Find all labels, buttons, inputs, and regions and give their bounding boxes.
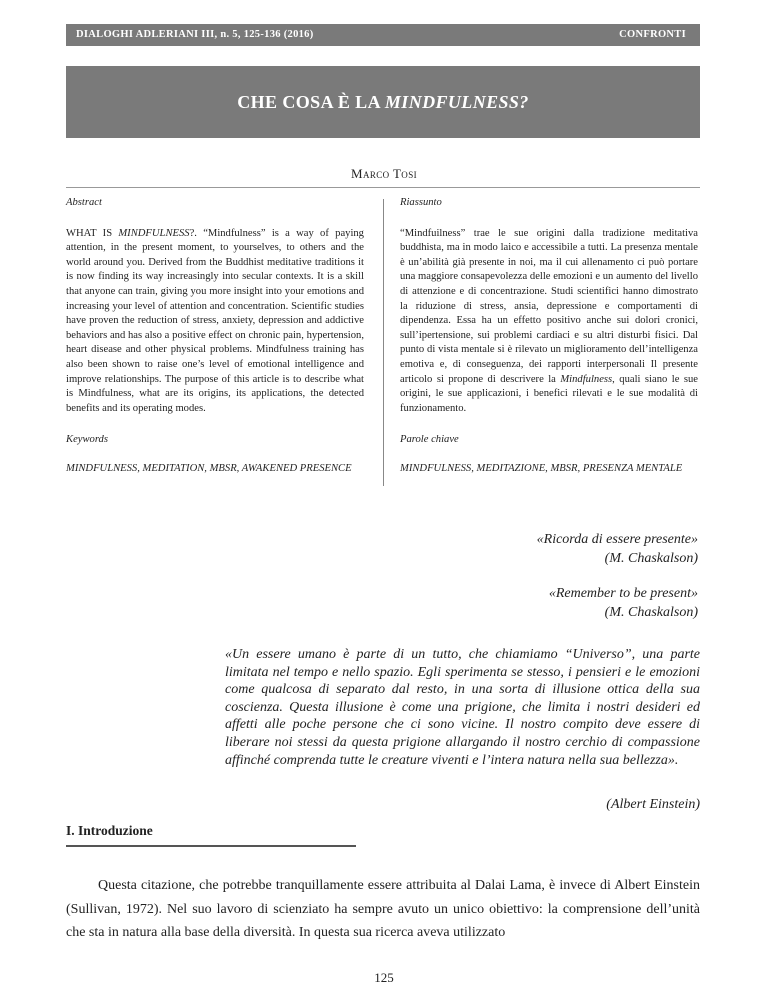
- section-category: CONFRONTI: [619, 29, 686, 40]
- journal-citation: DIALOGHI ADLERIANI III, n. 5, 125-136 (2016): [76, 29, 314, 40]
- abstract-text-prefix: WHAT IS: [66, 227, 119, 239]
- article-title: [237, 92, 528, 113]
- article-title-prefix: CHE COSA È LA: [237, 91, 385, 112]
- riassunto-column: [400, 196, 698, 474]
- epigraph-italian-text: «Ricorda di essere presente»: [536, 532, 698, 547]
- body-paragraph: Questa citazione, che potrebbe tranquillamente essere attribuita al Dalai Lama, è invece di Albert Einstein (Sullivan, 1972). Nel suo lavoro di scienziato ha sempre avuto un unico obiettivo: la comprensione dell’unità che sta in natura alla base della diversità. In questa sua ricerca aveva utilizzato: [66, 878, 700, 940]
- parole-chiave-text: MINDFULNESS, MEDITAZIONE, MBSR, PRESENZA MENTALE: [400, 463, 683, 474]
- abstract-column: [66, 196, 364, 474]
- article-title-box: [66, 66, 700, 138]
- column-divider: [383, 199, 384, 486]
- epigraph-english-text: «Remember to be present»: [548, 586, 698, 601]
- epigraph-english-attribution: (M. Chaskalson): [604, 604, 698, 620]
- keywords-text: MINDFULNESS, MEDITATION, MBSR, AWAKENED PRESENCE: [66, 463, 352, 474]
- abstract-text: [66, 227, 364, 417]
- riassunto-text-part1: “Mindfuilness” trae le sue origini dalla tradizione meditativa buddhista, ma in modo laico e accessibile a tutti. La presenza mentale è un’abilità già presente in noi, ma il cui allenamento ci può portare una maggiore consapevolezza delle emozioni e un aumento del livello di attenzione e di concentrazione. Studi scientifici hanno dimostrato la riduzione di stress, ansia, depressione e comportamenti di dipendenza. Essa ha un effetto positivo anche sui dolori cronici, sull’ipertensione, sui problemi cardiaci e su altri disturbi fisici. Dal punto di vista mentale si è rilevato un miglioramento dell’intelligenza emotiva e, di conseguenza, dei rapporti interpersonali Il presente articolo si propone di descrivere la: [400, 227, 698, 385]
- epigraph-italian-attribution: (M. Chaskalson): [604, 550, 698, 566]
- abstract-text-body: ?. “Mindfulness” is a way of paying attention, in the present moment, to yourselves, to others and the world around you. Derived from the Buddhist meditative traditions it is now finding its way increasingly into secular contexts. It is a skill that anyone can train, giving you more insight into your emotions and increasing your level of attention and concentration. Scientific studies have proven the reduction of stress, anxiety, depression and addictive behaviors and has also a positive effect on chronic pain, hypertension, heart disease and other physical problems. Mindfulness training has also been shown to raise one’s level of emotional intelligence and improve relationships. The purpose of this article is to describe what is Mindfulness, what are its origins, its applications, the detected benefits and its operating modes.: [66, 227, 364, 414]
- keywords-label: Keywords: [66, 434, 108, 445]
- article-author: Marco Tosi: [350, 166, 418, 181]
- section-heading-rule: [66, 845, 356, 847]
- section-heading: I. Introduzione: [66, 823, 153, 838]
- article-title-emphasis: MINDFULNESS?: [384, 91, 529, 112]
- einstein-attribution: (Albert Einstein): [606, 797, 700, 812]
- abstract-label: Abstract: [66, 197, 102, 208]
- riassunto-text-emphasis: Mindfulness: [560, 373, 613, 385]
- epigraph-english: [549, 585, 698, 622]
- einstein-quote: «Un essere umano è parte di un tutto, che chiamiamo “Universo”, una parte limitata nel tempo e nello spazio. Egli sperimenta se stesso, i pensieri e le emozioni come qualcosa di separato dal resto, in una sorta di illusione ottica della sua coscienza. Questa illusione è come una prigione, che limita i nostri desideri ed affetti alle poche persone che ci sono vicine. Il nostro compito deve essere di liberare noi stessi da questa prigione allargando il nostro cerchio di compassione affinché comprenda tutte le creature viventi e l’intera natura nella sua bellezza».: [225, 647, 700, 768]
- page-number: 125: [374, 970, 394, 985]
- riassunto-label: Riassunto: [400, 197, 442, 208]
- epigraph-italian: [537, 531, 698, 568]
- journal-header-bar: [66, 24, 700, 46]
- parole-chiave-label: Parole chiave: [400, 434, 459, 445]
- riassunto-text-part2: , quali siano le sue origini, le sue applicazioni, i benefici rilevati e le sue modalità di funzionamento.: [400, 373, 698, 414]
- author-divider: [66, 187, 700, 188]
- abstract-text-emphasis: MINDFULNESS: [118, 227, 190, 239]
- riassunto-text: [400, 227, 698, 417]
